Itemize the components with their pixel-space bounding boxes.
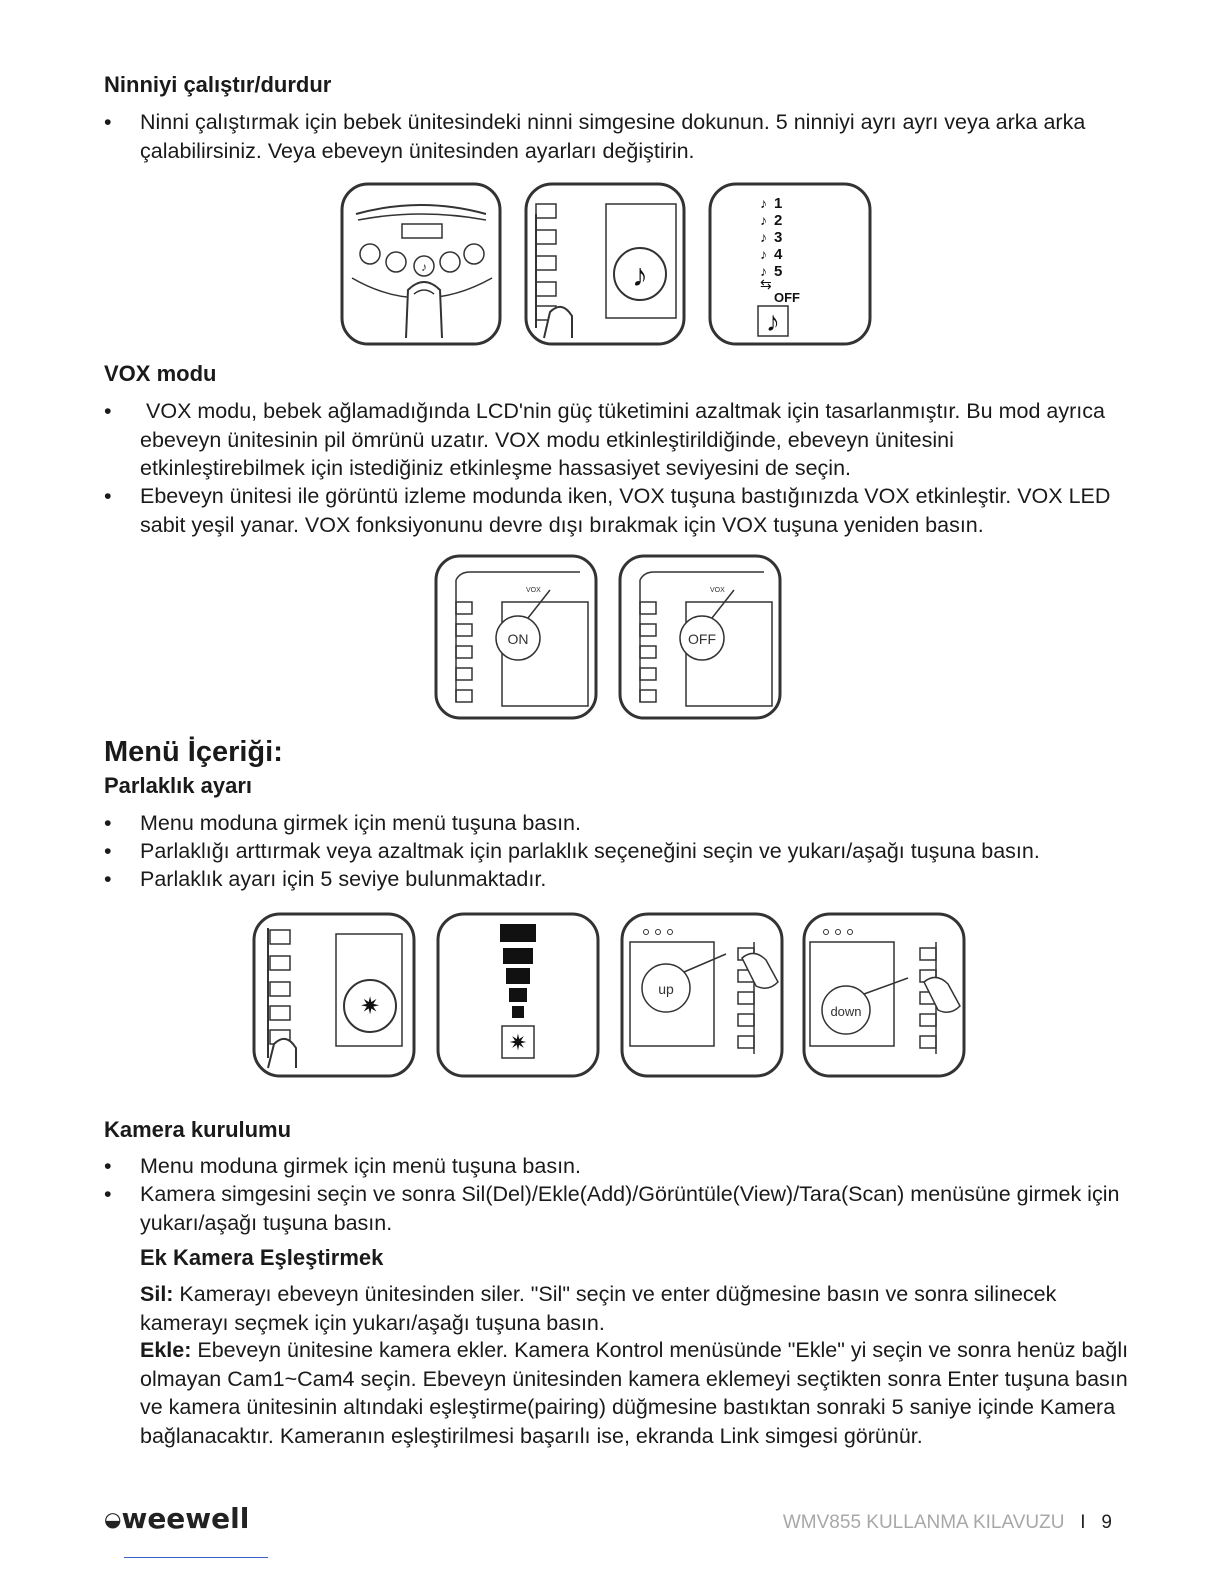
up-bubble-text: up xyxy=(658,981,674,997)
bullet-item xyxy=(104,809,1124,838)
bullet-text: VOX modu, bebek ağlamadığında LCD'nin güç tüketimini azaltmak için tasarlanmıştır. Bu mod ayrıca ebeveyn ünitesinin pil ömrünü uzatır. VOX modu etkinleştirildiğinde, ebeveyn ünitesini etkinleştirebilmek için istediğiniz etkinleşme hassasiyet seviyesini de seçin. xyxy=(140,399,1105,480)
sil-label: Sil: xyxy=(140,1282,174,1306)
bullet-item xyxy=(104,1180,1124,1238)
bullet-dot: • xyxy=(104,839,112,863)
bullet-dot: • xyxy=(104,110,112,134)
svg-text:♪: ♪ xyxy=(760,195,767,211)
bullet-item xyxy=(104,482,1124,540)
svg-text:♪: ♪ xyxy=(766,306,780,337)
bullet-dot: • xyxy=(104,399,112,423)
vox-led-label: VOX xyxy=(526,587,541,594)
svg-text:⇆: ⇆ xyxy=(760,276,772,292)
brightness-up-panel xyxy=(622,914,782,1076)
svg-text:♪: ♪ xyxy=(760,229,767,245)
brand-logo xyxy=(104,1502,249,1535)
brightness-figure xyxy=(248,908,968,1080)
section-title-vox: VOX modu xyxy=(104,361,217,386)
paragraph-ekle xyxy=(140,1336,1130,1450)
bullet-text: Parlaklığı arttırmak veya azaltmak için parlaklık seçeneğini seçin ve yukarı/aşağı tuşuna basın. xyxy=(140,839,1040,863)
logo-icon: ◒ xyxy=(104,1507,122,1531)
lullaby-off-label: OFF xyxy=(774,290,800,305)
bullet-dot: • xyxy=(104,811,112,835)
bullet-text: Ebeveyn ünitesi ile görüntü izleme modunda iken, VOX tuşuna bastığınızda VOX etkinleştir. VOX LED sabit yeşil yanar. VOX fonksiyonunu devre dışı bırakmak için VOX tuşuna yeniden basın. xyxy=(140,484,1111,537)
ekle-text: Ebeveyn ünitesine kamera ekler. Kamera Kontrol menüsünde "Ekle" yi seçin ve sonra henüz bağlı olmayan Cam1~Cam4 seçin. Ebeveyn ünitesinden kamera eklemeyi seçtikten sonra Enter tuşuna basın ve kamera ünitesinin altındaki eşleştirme(pairing) düğmesine bastıktan sonraki 5 saniye içinde Kamera bağlanacaktır. Kameranın eşleştirilmesi başarılı ise, ekranda Link simgesi görünür. xyxy=(140,1338,1129,1448)
bullet-dot: • xyxy=(104,1182,112,1206)
vox-off-text: OFF xyxy=(688,631,716,647)
logo-text: weewell xyxy=(121,1502,250,1535)
section-title-camera: Kamera kurulumu xyxy=(104,1117,292,1142)
bullet-item xyxy=(104,865,1124,894)
menu-heading: Menü İçeriği: xyxy=(104,736,283,768)
svg-text:♪: ♪ xyxy=(760,212,767,228)
svg-text:✷: ✷ xyxy=(508,1030,528,1055)
bullet-dot: • xyxy=(104,1154,112,1178)
subsection-title-pairing: Ek Kamera Eşleştirmek xyxy=(140,1245,384,1270)
lullaby-list-panel xyxy=(710,184,870,344)
down-bubble-text: down xyxy=(830,1004,862,1019)
parent-unit-lullaby xyxy=(526,184,684,344)
vox-led-label-2: VOX xyxy=(710,587,725,594)
bullet-item xyxy=(104,1152,1124,1181)
section-title-brightness: Parlaklık ayarı xyxy=(104,773,253,798)
svg-text:♪: ♪ xyxy=(421,260,427,274)
lullaby-5-label: 5 xyxy=(774,263,783,280)
brightness-down-panel xyxy=(804,914,964,1076)
vox-on-text: ON xyxy=(507,631,529,647)
bullet-item xyxy=(104,837,1124,866)
svg-text:♪: ♪ xyxy=(760,246,767,262)
brightness-select-panel xyxy=(254,914,414,1076)
lullaby-4-label: 4 xyxy=(774,246,783,263)
bullet-text: Menu moduna girmek için menü tuşuna basın. xyxy=(140,811,581,835)
footer-separator: I xyxy=(1080,1512,1086,1533)
vox-figure xyxy=(430,552,786,722)
bullet-dot: • xyxy=(104,867,112,891)
svg-text:♪: ♪ xyxy=(760,263,767,279)
lullaby-figure xyxy=(336,178,876,350)
vox-on-panel xyxy=(436,556,596,718)
bullet-text: Menu moduna girmek için menü tuşuna basın. xyxy=(140,1154,581,1178)
lullaby-2-label: 2 xyxy=(774,212,783,229)
bullet-text: Ninni çalıştırmak için bebek ünitesindeki ninni simgesine dokunun. 5 ninniyi ayrı ayrı veya arka arka çalabilirsiniz. Veya ebeveyn ünitesinden ayarları değiştirin. xyxy=(140,110,1086,163)
note-icon-column xyxy=(760,195,772,292)
manual-title: WMV855 KULLANMA KILAVUZU xyxy=(782,1512,1065,1533)
lullaby-3-label: 3 xyxy=(774,229,783,246)
sil-text: Kamerayı ebeveyn ünitesinden siler. "Sil" seçin ve enter düğmesine basın ve sonra silinecek kamerayı seçmek için yukarı/aşağı tuşuna basın. xyxy=(140,1282,1057,1335)
bullet-text: Kamera simgesini seçin ve sonra Sil(Del)/Ekle(Add)/Görüntüle(View)/Tara(Scan) menüsüne girmek için yukarı/aşağı tuşuna basın. xyxy=(140,1182,1120,1235)
page-number: 9 xyxy=(1101,1512,1112,1533)
footer-underline xyxy=(124,1557,268,1558)
ekle-label: Ekle: xyxy=(140,1338,192,1362)
bullet-dot: • xyxy=(104,484,112,508)
bullet-item xyxy=(104,108,1124,166)
bullet-text: Parlaklık ayarı için 5 seviye bulunmaktadır. xyxy=(140,867,547,891)
brightness-levels-panel xyxy=(438,914,598,1076)
baby-unit-illustration xyxy=(342,184,500,344)
section-title-lullaby: Ninniyi çalıştır/durdur xyxy=(104,72,332,97)
lullaby-1-label: 1 xyxy=(774,195,783,212)
bullet-item xyxy=(104,397,1124,483)
svg-text:✷: ✷ xyxy=(359,993,381,1020)
footer-info xyxy=(783,1512,1112,1534)
vox-off-panel xyxy=(620,556,780,718)
svg-text:♪: ♪ xyxy=(632,257,648,293)
paragraph-sil xyxy=(140,1280,1130,1337)
